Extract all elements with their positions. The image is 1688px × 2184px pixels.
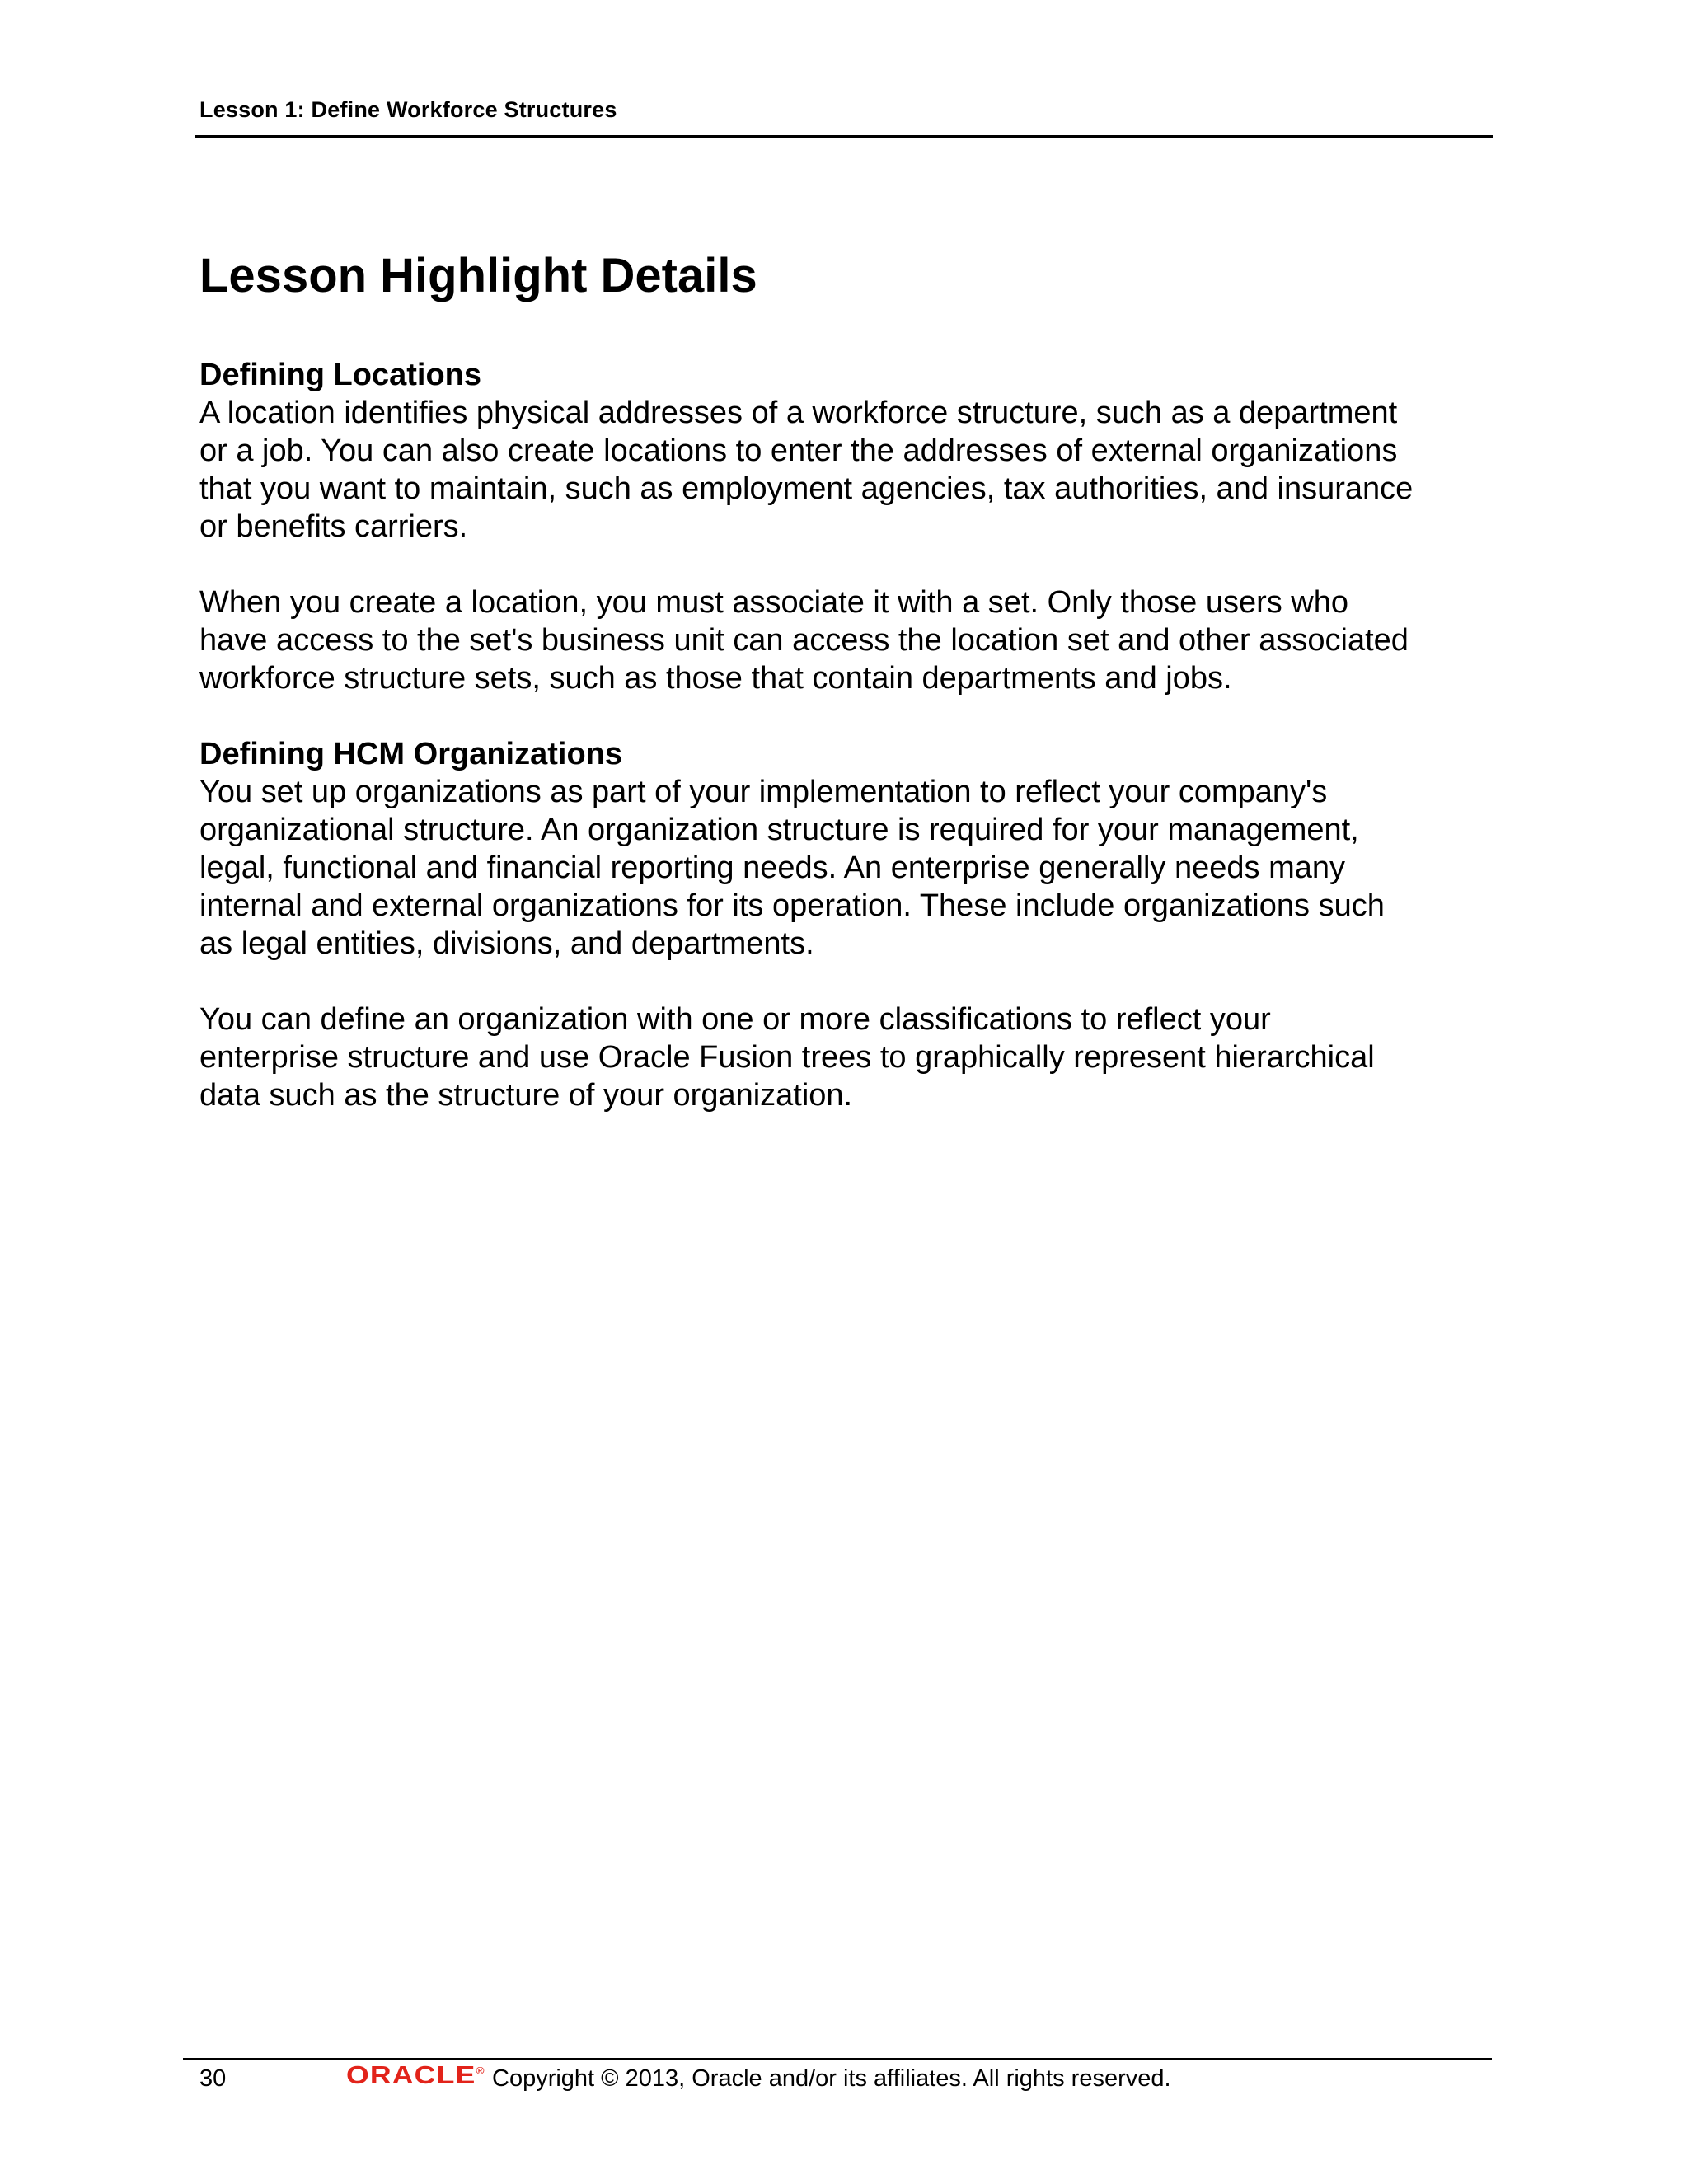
section-defining-hcm-organizations — [199, 735, 1518, 1114]
paragraph: You set up organizations as part of your implementation to reflect your company's organizational structure. An organization structure is required for your management, legal, functional and financial reporting needs. An enterprise generally needs many internal and external organizations for its operation. These include organizations such as legal entities, divisions, and departments. — [199, 774, 1385, 961]
header-divider — [195, 135, 1493, 138]
paragraph: A location identifies physical addresses of a workforce structure, such as a department or a job. You can also create locations to enter the addresses of external organizations that you want to maintain, such as employment agencies, tax authorities, and insurance or benefits carriers. — [199, 395, 1414, 544]
running-header: Lesson 1: Define Workforce Structures — [199, 97, 617, 122]
registered-mark: ® — [476, 2064, 485, 2077]
paragraph-spacer — [199, 963, 1518, 1001]
paragraph: You can define an organization with one or more classifications to reflect your enterprise structure and use Oracle Fusion trees to graphically represent hierarchical data such as the structure of your organization. — [199, 1001, 1375, 1113]
section-heading: Defining HCM Organizations — [199, 736, 622, 771]
main-content — [199, 247, 1518, 1114]
page-number: 30 — [199, 2065, 227, 2092]
section-spacer — [199, 697, 1518, 735]
paragraph-spacer — [199, 546, 1518, 583]
section-heading: Defining Locations — [199, 357, 481, 392]
logo-text: ORACLE — [346, 2060, 476, 2089]
copyright-notice: Copyright © 2013, Oracle and/or its affiliates. All rights reserved. — [492, 2065, 1171, 2092]
page-title: Lesson Highlight Details — [199, 249, 757, 302]
paragraph: When you create a location, you must associate it with a set. Only those users who have access to the set's business unit can access the location set and other associated workforce structure sets, such as those that contain departments and jobs. — [199, 584, 1409, 696]
section-defining-locations — [199, 356, 1518, 697]
footer-divider — [183, 2058, 1492, 2060]
oracle-logo — [346, 2060, 485, 2090]
